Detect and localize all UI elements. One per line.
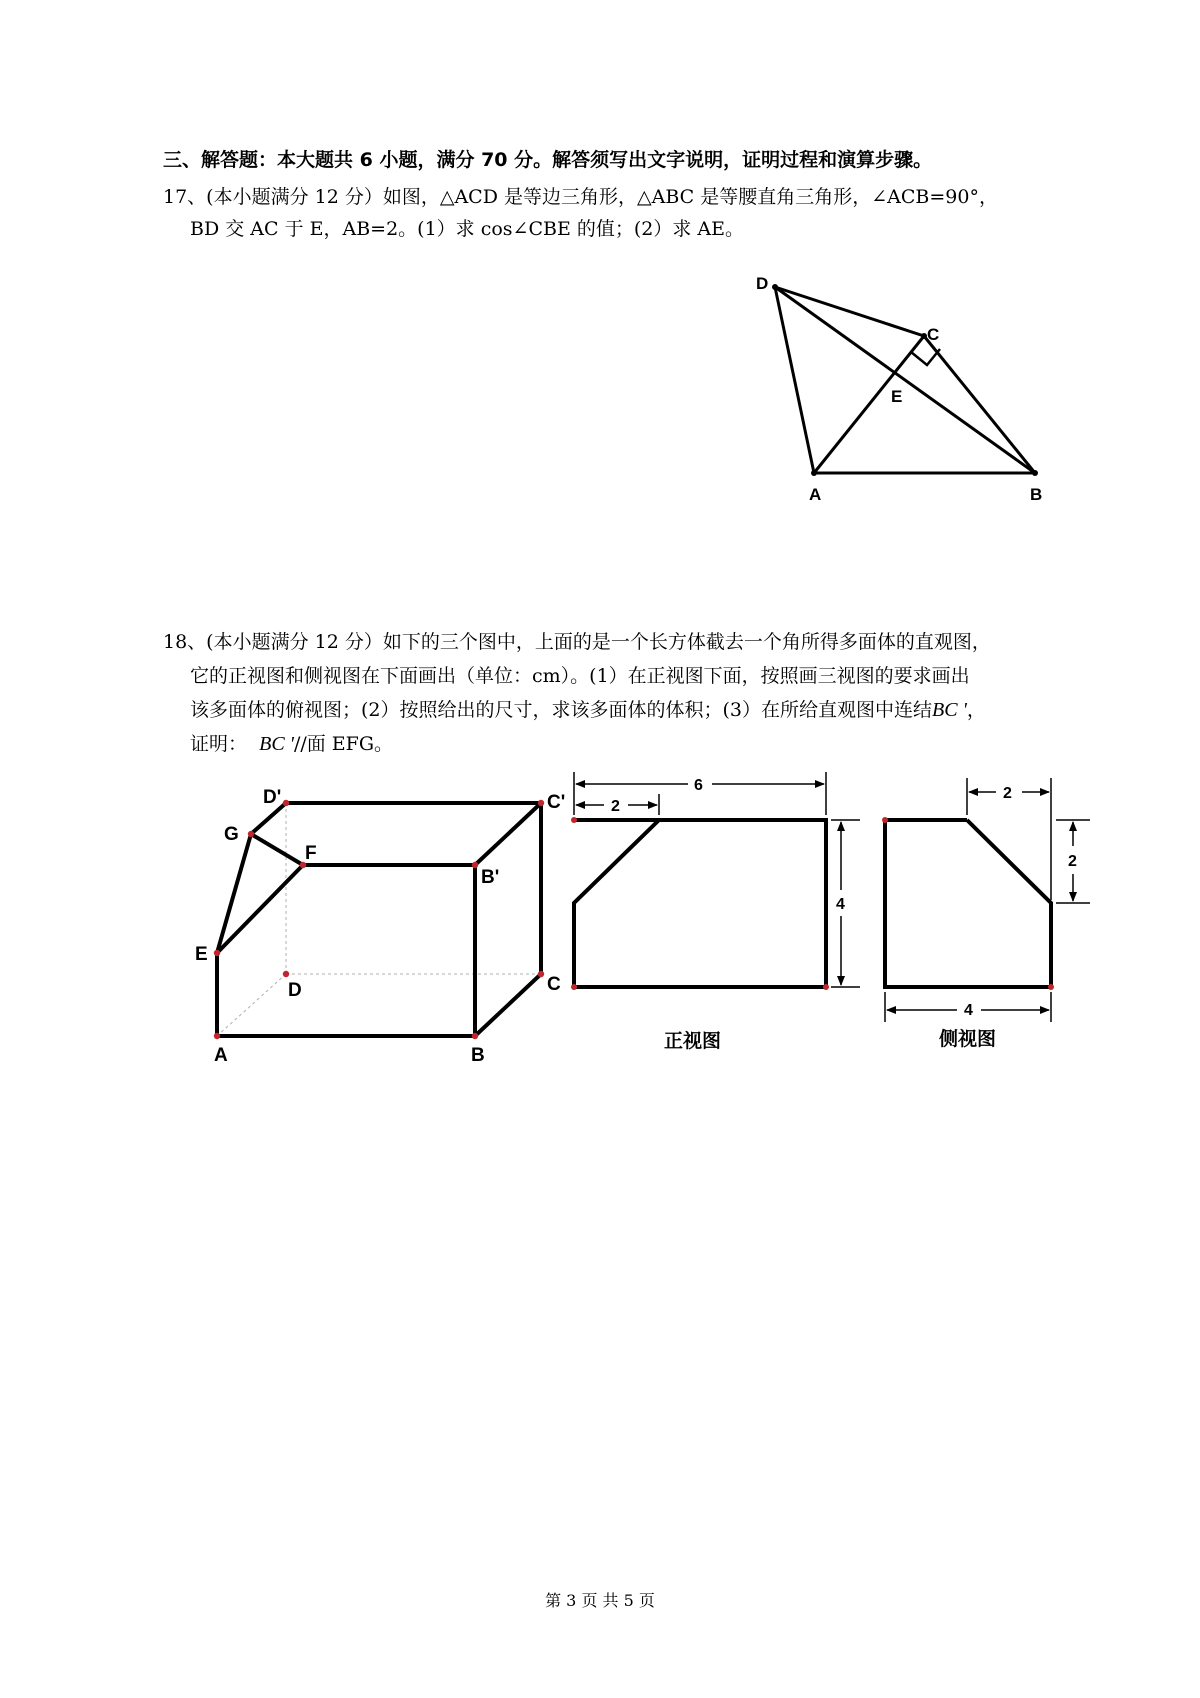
segment-db (775, 287, 1035, 473)
label-f: F (305, 843, 317, 864)
q18-line4-text: 证明： (190, 733, 248, 755)
q18-line3-end: ， (966, 699, 986, 721)
front-dot-bl (571, 984, 577, 990)
vertex-bp (472, 862, 478, 868)
label-e: E (195, 944, 208, 965)
vertex-a (811, 470, 817, 476)
edge-bc (475, 974, 541, 1036)
side-view-caption: 侧视图 (939, 1029, 997, 1050)
side-view-outline (885, 820, 1051, 987)
segment-ad (775, 287, 814, 473)
q18-line2: 它的正视图和侧视图在下面画出（单位：cm）。(1）在正视图下面，按照画三视图的要求画出 (190, 665, 970, 687)
q18-solid (195, 787, 565, 1066)
dim-label-2w: 2 (1003, 785, 1012, 802)
solid-labels (195, 787, 565, 1066)
label-dp: D' (263, 787, 282, 808)
dim-label-4: 4 (836, 896, 845, 913)
label-c: C (927, 325, 940, 344)
vertex-a (214, 1033, 220, 1039)
vertex-dp (283, 800, 289, 806)
front-view-dots (571, 817, 829, 990)
label-b: B (471, 1045, 485, 1066)
vertex-b (1032, 470, 1038, 476)
segment-ac (814, 336, 924, 473)
side-view-shape (885, 820, 1051, 987)
q18-bc-prime-2: BC ' (259, 733, 294, 755)
edge-da-hidden (217, 974, 286, 1036)
vertex-e (214, 950, 220, 956)
vertex-d (772, 284, 778, 290)
label-bp: B' (481, 867, 500, 888)
front-dot-br (823, 984, 829, 990)
label-a: A (809, 485, 822, 504)
label-a: A (214, 1045, 228, 1066)
front-view-outline (574, 820, 826, 987)
q18-line1: 18、(本小题满分 12 分）如下的三个图中，上面的是一个长方体截去一个角所得多面体的直观图， (163, 631, 991, 653)
q17-line1: 17、(本小题满分 12 分）如图，△ACD 是等边三角形，△ABC 是等腰直角三角形，∠ACB=90°， (163, 186, 998, 208)
label-d: D (756, 274, 769, 293)
vertex-b (472, 1033, 478, 1039)
page-footer: 第 3 页 共 5 页 (545, 1591, 655, 1610)
dim-label-2h: 2 (1068, 853, 1077, 870)
vertex-d (283, 971, 289, 977)
label-e: E (891, 387, 903, 406)
q17-line2: BD 交 AC 于 E，AB=2。(1）求 cos∠CBE 的值；(2）求 AE。 (190, 218, 745, 240)
front-view-caption: 正视图 (664, 1031, 722, 1052)
label-c: C (547, 974, 561, 995)
segment-dc (775, 287, 924, 336)
label-cp: C' (547, 792, 566, 813)
q17-figure (775, 287, 1035, 473)
dim-label-2: 2 (611, 798, 620, 815)
side-view-dots (882, 817, 1054, 990)
label-g: G (224, 824, 239, 845)
visible-edges (217, 803, 541, 1036)
vertex-cp (538, 800, 544, 806)
q18-bc-prime-1: BC ' (932, 699, 967, 721)
dim-label-4w: 4 (964, 1002, 973, 1019)
q17-labels (756, 274, 1042, 504)
label-b: B (1030, 485, 1043, 504)
q18-line3-text: 该多面体的俯视图；(2）按照给出的尺寸，求该多面体的体积；(3）在所给直观图中连结 (190, 699, 933, 721)
edge-gf (251, 834, 303, 865)
front-view (571, 772, 860, 1052)
q18-line4-end: //面 EFG。 (293, 733, 394, 755)
dim-label-6: 6 (694, 777, 703, 794)
front-view-shape (574, 820, 826, 987)
section-heading: 三、解答题：本大题共 6 小题，满分 70 分。解答须写出文字说明，证明过程和演算步骤。 (163, 149, 933, 171)
front-dot-tl (571, 817, 577, 823)
label-d: D (288, 980, 302, 1001)
side-dot-tl (882, 817, 888, 823)
vertex-c (538, 971, 544, 977)
edge-bpcp (475, 803, 541, 865)
solid-vertices (214, 800, 544, 1039)
front-view-dim-labels (611, 777, 845, 913)
side-view (882, 778, 1090, 1050)
side-dot-br (1048, 984, 1054, 990)
vertex-g (248, 831, 254, 837)
hidden-edges (217, 803, 541, 1036)
